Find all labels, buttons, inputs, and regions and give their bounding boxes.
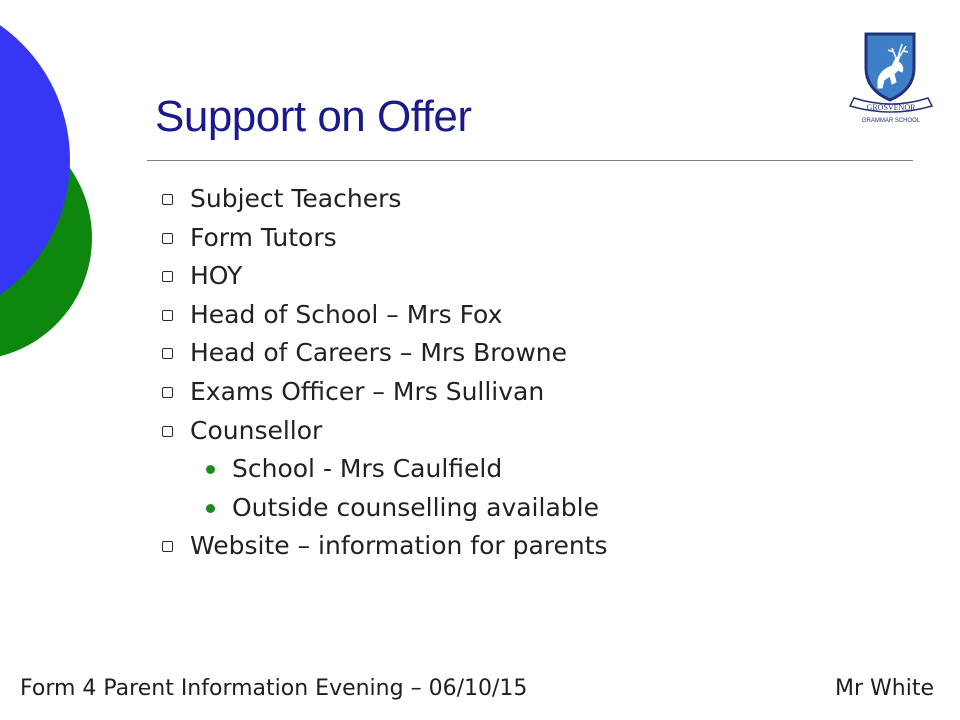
decorative-circles	[0, 0, 100, 380]
bullet-item	[158, 373, 608, 412]
square-bullet-icon	[162, 233, 173, 244]
square-bullet-icon	[162, 541, 173, 552]
bullet-item	[158, 527, 608, 566]
bullet-list	[158, 180, 608, 566]
bullet-item	[158, 412, 608, 451]
sub-bullet-item	[158, 489, 608, 528]
footer-event-label: Form 4 Parent Information Evening – 06/10/15	[20, 676, 528, 701]
footer-presenter: Mr White	[835, 676, 934, 701]
square-bullet-icon	[162, 271, 173, 282]
school-crest-logo	[848, 30, 934, 126]
bullet-item	[158, 257, 608, 296]
bullet-text: HOY	[190, 261, 243, 291]
sub-bullet-item	[158, 450, 608, 489]
bullet-item	[158, 334, 608, 373]
square-bullet-icon	[162, 194, 173, 205]
bullet-text: Head of School – Mrs Fox	[190, 299, 503, 329]
dot-bullet-icon	[206, 504, 215, 513]
logo-subtitle: GRAMMAR SCHOOL	[861, 118, 921, 124]
square-bullet-icon	[162, 310, 173, 321]
square-bullet-icon	[162, 348, 173, 359]
dot-bullet-icon	[206, 465, 215, 474]
bullet-item	[158, 296, 608, 335]
bullet-item	[158, 219, 608, 258]
bullet-text: Head of Careers – Mrs Browne	[190, 338, 567, 368]
bullet-text: Website – information for parents	[190, 531, 608, 561]
slide-title: Support on Offer	[155, 92, 472, 141]
bullet-item	[158, 180, 608, 219]
bullet-text: Exams Officer – Mrs Sullivan	[190, 376, 545, 406]
logo-name: GROSVENOR	[866, 103, 916, 112]
title-divider	[147, 160, 913, 161]
bullet-text: School - Mrs Caulfield	[232, 454, 503, 484]
square-bullet-icon	[162, 426, 173, 437]
bullet-text: Subject Teachers	[190, 184, 402, 213]
bullet-text: Counsellor	[190, 415, 323, 445]
bullet-text: Form Tutors	[190, 222, 337, 252]
bullet-text: Outside counselling available	[232, 492, 599, 522]
square-bullet-icon	[162, 387, 173, 398]
